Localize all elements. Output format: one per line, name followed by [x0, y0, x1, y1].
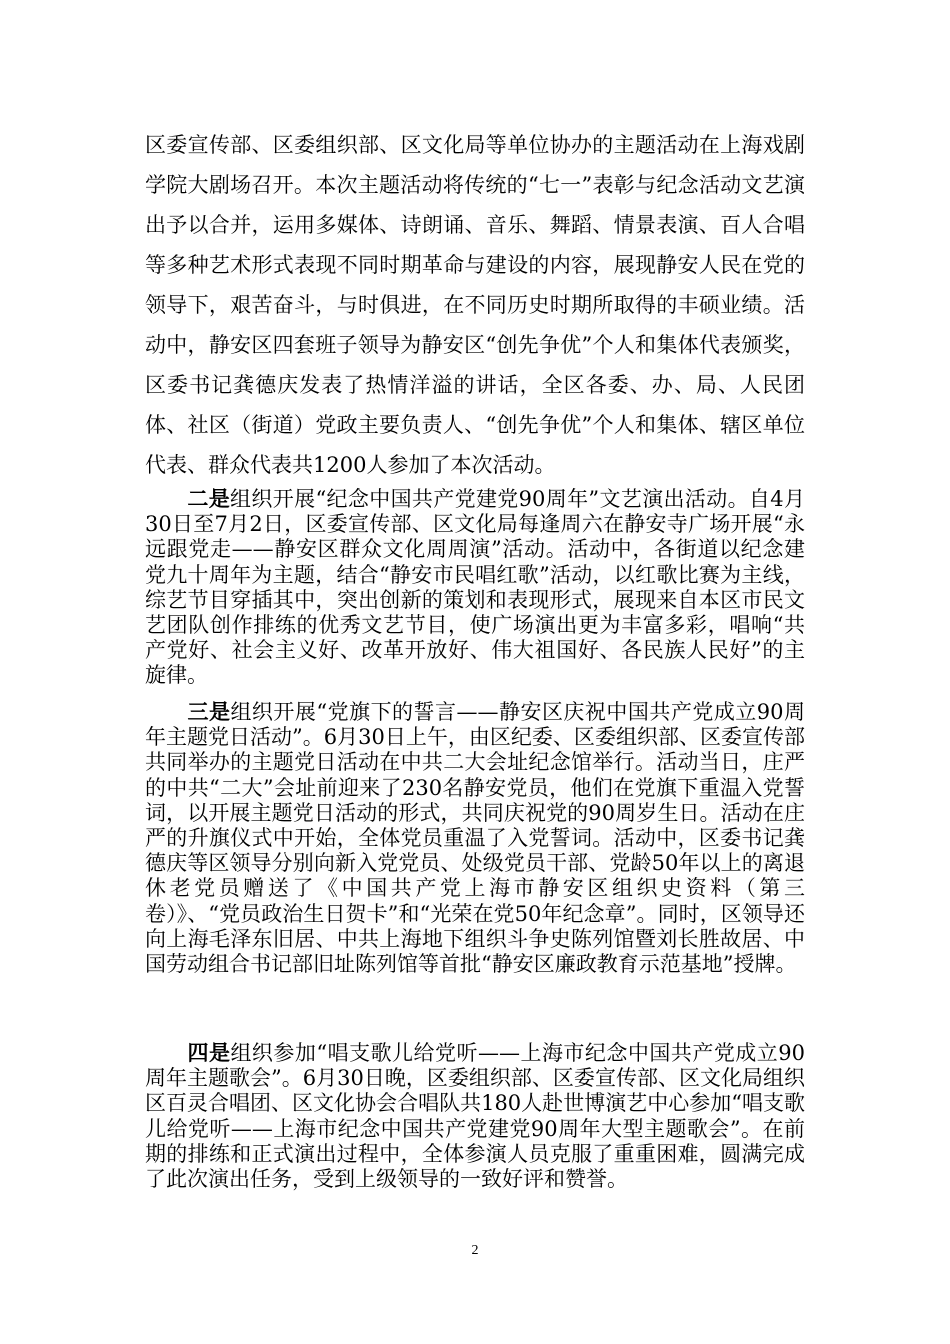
paragraph-item-four: [145, 1040, 805, 1192]
paragraph-lead-label: 二是: [187, 486, 231, 511]
paragraph-text: 组织开展“党旗下的誓言——静安区庆祝中国共产党成立90周年主题党日活动”。6月30日上午，由区纪委、区委组织部、区委宣传部共同举办的主题党日活动在中共二大会址纪念馆举行。活动当日，庄严的中共“二大”会址前迎来了230名静安党员，他们在党旗下重温入党誓词，以开展主题党日活动的形式，共同庆祝党的90周岁生日。活动在庄严的升旗仪式中开始，全体党员重温了入党誓词。活动中，区委书记龚德庆等区领导分别向新入党党员、处级党员干部、党龄50年以上的离退休老党员赠送了《中国共产党上海市静安区组织史资料（第三卷）》、“党员政治生日贺卡”和“光荣在党50年纪念章”。同时，区领导还向上海毛泽东旧居、中共上海地下组织斗争史陈列馆暨刘长胜故居、中国劳动组合书记部旧址陈列馆等首批“静安区廉政教育示范基地”授牌。: [145, 700, 805, 977]
paragraph-text: 组织参加“唱支歌儿给党听——上海市纪念中国共产党成立90周年主题歌会”。6月30日晚，区委组织部、区委宣传部、区文化局组织区百灵合唱团、区文化协会合唱队共180人赴世博演艺中心参加“唱支歌儿给党听——上海市纪念中国共产党建党90周年大型主题歌会”。在前期的排练和正式演出过程中，全体参演人员克服了重重困难，圆满完成了此次演出任务，受到上级领导的一致好评和赞誉。: [145, 1041, 805, 1192]
paragraph-text: 组织开展“纪念中国共产党建党90周年”文艺演出活动。自4月30日至7月2日，区委宣传部、区文化局每逢周六在静安寺广场开展“永远跟党走——静安区群众文化周周演”活动。活动中，各街道以纪念建党九十周年为主题，结合“静安市民唱红歌”活动，以红歌比赛为主线，综艺节目穿插其中，突出创新的策划和表现形式，展现来自本区市民文艺团队创作排练的优秀文艺节目，使广场演出更为丰富多彩，唱响“共产党好、社会主义好、改革开放好、伟大祖国好、各民族人民好”的主旋律。: [145, 487, 805, 688]
page-number: 2: [471, 1243, 479, 1258]
paragraph-lead-label: 三是: [187, 699, 231, 724]
paragraph-item-three: [145, 699, 805, 977]
paragraph-text: 区委宣传部、区委组织部、区文化局等单位协办的主题活动在上海戏剧学院大剧场召开。本次主题活动将传统的“七一”表彰与纪念活动文艺演出予以合并，运用多媒体、诗朗诵、音乐、舞蹈、情景表演、百人合唱等多种艺术形式表现不同时期革命与建设的内容，展现静安人民在党的领导下，艰苦奋斗，与时俱进，在不同历史时期所取得的丰硕业绩。活动中，静安区四套班子领导为静安区“创先争优”个人和集体代表颁奖，区委书记龚德庆发表了热情洋溢的讲话，全区各委、办、局、人民团体、社区（街道）党政主要负责人、“创先争优”个人和集体、辖区单位代表、群众代表共1200人参加了本次活动。: [145, 133, 805, 477]
paragraph-item-two: [145, 486, 805, 689]
paragraph-lead-label: 四是: [187, 1040, 231, 1065]
paragraph-opening-continuation: [145, 125, 805, 485]
